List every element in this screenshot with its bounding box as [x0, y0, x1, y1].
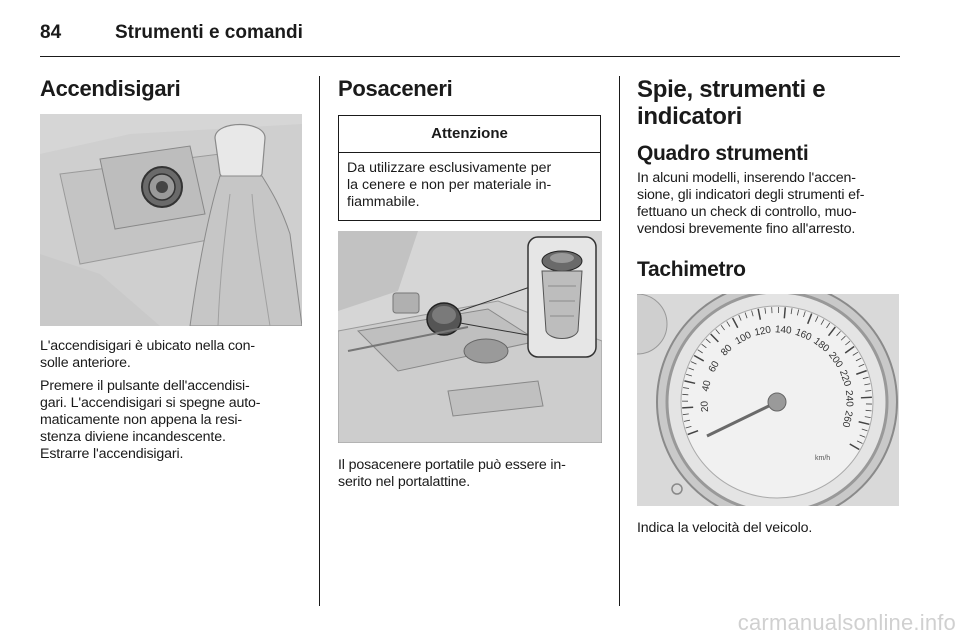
paragraph-portable-ashtray: Il posacenere portatile può essere in- serito nel portalattine. — [338, 457, 566, 490]
paragraph-instrument-check: In alcuni modelli, inserendo l'accen- sione, gli indicatori degli strumenti ef- fettuano un check di controllo, muo- vendosi brevemente fino all'arresto. — [637, 170, 865, 237]
section-heading-instruments: Spie, strumenti e indicatori — [637, 76, 826, 130]
section-heading-ashtrays: Posaceneri — [338, 76, 453, 101]
speedometer-tick-label: 180 — [811, 335, 832, 355]
speedometer-tick-label: 220 — [836, 368, 853, 388]
paragraph-speedometer: Indica la velocità del veicolo. — [637, 520, 813, 536]
speedometer-tick-label: 200 — [826, 350, 845, 371]
speedometer-tick — [861, 397, 872, 398]
notice-text: Da utilizzare esclusivamente per la cenere e non per materiale in- fiammabile. — [347, 160, 552, 210]
column-ashtrays — [338, 76, 602, 497]
column-divider-2 — [619, 76, 620, 606]
speedometer-tick-label: 240 — [842, 389, 855, 408]
notice-title: Attenzione — [339, 116, 600, 153]
speedometer-tick-label: 80 — [719, 342, 735, 359]
speedometer-tick-label: 100 — [733, 329, 754, 348]
speedometer-tick-label: 20 — [699, 400, 712, 413]
speedometer-tick — [682, 407, 693, 408]
speedometer-tick — [866, 410, 872, 411]
caution-notice — [338, 115, 601, 221]
speedometer-tick-label: 160 — [793, 326, 814, 344]
speedometer-illustration — [637, 294, 899, 506]
subheading-instrument-cluster: Quadro strumenti — [637, 142, 809, 165]
watermark: carmanualsonline.info — [737, 610, 956, 635]
page-header — [40, 16, 900, 57]
speedometer-tick-label: 60 — [706, 359, 722, 375]
cigarette-lighter-illustration — [40, 114, 302, 326]
subheading-speedometer: Tachimetro — [637, 258, 746, 281]
speedometer-hub — [768, 393, 786, 411]
speedometer-tick-label: 120 — [753, 324, 773, 339]
speedometer-unit: km/h — [815, 455, 831, 462]
page-number: 84 — [40, 22, 62, 43]
paragraph-instructions: Premere il pulsante dell'accendisi- gari. L'accendisigari si spegne auto- maticamente non appena la resi- stenza diviene incandescente. Estrarre l'accendisigari. — [40, 378, 261, 462]
paragraph-location: L'accendisigari è ubicato nella con- solle anteriore. — [40, 338, 255, 371]
column-divider-1 — [319, 76, 320, 606]
speedometer-tick-label: 260 — [839, 409, 855, 429]
speedometer-tick-label: 40 — [700, 379, 714, 393]
speedometer-tick-label: 140 — [774, 324, 793, 337]
speedometer-tick — [784, 307, 785, 318]
column-instruments — [637, 76, 900, 543]
running-title: Strumenti e comandi — [115, 22, 303, 43]
section-heading-cigarette-lighter: Accendisigari — [40, 76, 181, 101]
column-cigarette-lighter — [40, 76, 302, 469]
ashtray-illustration — [338, 231, 602, 443]
